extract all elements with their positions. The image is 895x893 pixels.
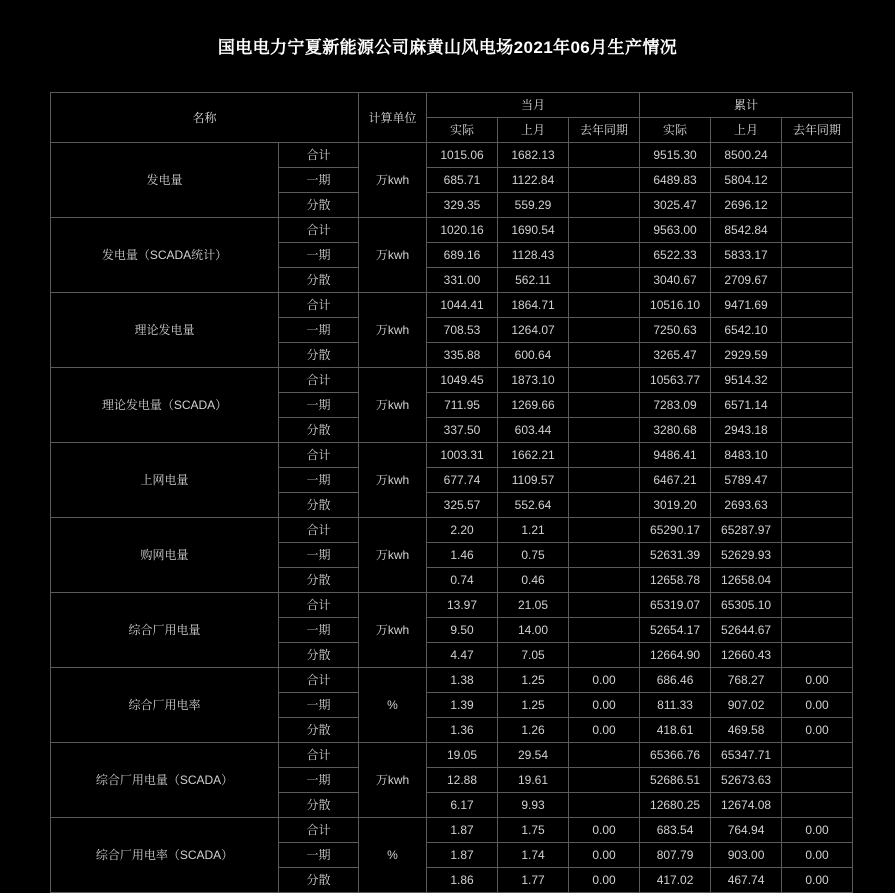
cell-cum-last-month: 2709.67 (711, 268, 782, 293)
cell-cum-last-month: 65305.10 (711, 593, 782, 618)
cell-cum-last-year: 0.00 (782, 668, 853, 693)
cell-cum-last-year (782, 293, 853, 318)
cell-cum-last-year (782, 568, 853, 593)
cell-month-actual: 1.87 (427, 818, 498, 843)
cell-month-last-month: 1682.13 (498, 143, 569, 168)
table-row (51, 518, 853, 543)
cell-cum-last-year (782, 268, 853, 293)
production-table (50, 92, 853, 893)
cell-month-last-month: 1109.57 (498, 468, 569, 493)
cell-cum-actual: 3280.68 (640, 418, 711, 443)
row-sub-label: 合计 (279, 668, 359, 693)
cell-cum-last-month: 8500.24 (711, 143, 782, 168)
cell-cum-last-year (782, 343, 853, 368)
row-sub-label: 分散 (279, 868, 359, 893)
cell-month-last-year (569, 343, 640, 368)
cell-cum-actual: 9486.41 (640, 443, 711, 468)
cell-month-actual: 4.47 (427, 643, 498, 668)
cell-month-actual: 711.95 (427, 393, 498, 418)
cell-cum-last-month: 2696.12 (711, 193, 782, 218)
cell-month-last-month: 1.26 (498, 718, 569, 743)
cell-month-actual: 12.88 (427, 768, 498, 793)
cell-cum-actual: 9563.00 (640, 218, 711, 243)
cell-month-last-year (569, 743, 640, 768)
cell-cum-last-month: 9471.69 (711, 293, 782, 318)
cell-month-last-month: 7.05 (498, 643, 569, 668)
cell-cum-last-month: 8483.10 (711, 443, 782, 468)
cell-cum-last-month: 12660.43 (711, 643, 782, 668)
cell-cum-last-year: 0.00 (782, 843, 853, 868)
row-sub-label: 一期 (279, 318, 359, 343)
cell-cum-last-month: 5789.47 (711, 468, 782, 493)
cell-cum-actual: 12664.90 (640, 643, 711, 668)
cell-month-last-month: 9.93 (498, 793, 569, 818)
cell-month-actual: 1020.16 (427, 218, 498, 243)
row-group-name: 发电量（SCADA统计） (51, 218, 279, 293)
cell-month-actual: 2.20 (427, 518, 498, 543)
row-group-name: 理论发电量 (51, 293, 279, 368)
row-sub-label: 一期 (279, 618, 359, 643)
cell-month-last-year (569, 218, 640, 243)
cell-month-last-year (569, 318, 640, 343)
header-month-actual: 实际 (427, 118, 498, 143)
row-sub-label: 分散 (279, 268, 359, 293)
cell-cum-last-year (782, 743, 853, 768)
cell-cum-actual: 811.33 (640, 693, 711, 718)
cell-cum-last-month: 52644.67 (711, 618, 782, 643)
row-sub-label: 一期 (279, 468, 359, 493)
row-group-name: 综合厂用电量 (51, 593, 279, 668)
cell-month-last-year (569, 193, 640, 218)
cell-month-last-year (569, 518, 640, 543)
cell-month-actual: 1.86 (427, 868, 498, 893)
cell-cum-last-month: 5833.17 (711, 243, 782, 268)
cell-cum-last-month: 469.58 (711, 718, 782, 743)
cell-month-last-year (569, 418, 640, 443)
cell-month-actual: 677.74 (427, 468, 498, 493)
cell-cum-last-year: 0.00 (782, 718, 853, 743)
cell-month-last-year (569, 268, 640, 293)
cell-month-actual: 1.38 (427, 668, 498, 693)
cell-month-last-month: 0.46 (498, 568, 569, 593)
cell-cum-last-year (782, 768, 853, 793)
cell-cum-actual: 52631.39 (640, 543, 711, 568)
cell-cum-last-year (782, 543, 853, 568)
cell-month-last-year (569, 168, 640, 193)
header-month-last: 上月 (498, 118, 569, 143)
cell-month-last-month: 603.44 (498, 418, 569, 443)
cell-month-last-year (569, 768, 640, 793)
cell-cum-last-month: 903.00 (711, 843, 782, 868)
row-group-name: 发电量 (51, 143, 279, 218)
cell-month-last-month: 1.21 (498, 518, 569, 543)
cell-month-actual: 1003.31 (427, 443, 498, 468)
row-sub-label: 一期 (279, 243, 359, 268)
cell-month-actual: 19.05 (427, 743, 498, 768)
cell-month-actual: 335.88 (427, 343, 498, 368)
row-group-name: 上网电量 (51, 443, 279, 518)
row-group-name: 综合厂用电量（SCADA） (51, 743, 279, 818)
table-row (51, 743, 853, 768)
row-group-name: 购网电量 (51, 518, 279, 593)
cell-cum-last-month: 9514.32 (711, 368, 782, 393)
cell-month-last-year: 0.00 (569, 668, 640, 693)
cell-month-last-year (569, 793, 640, 818)
table-header (51, 93, 853, 143)
header-cum-actual: 实际 (640, 118, 711, 143)
row-sub-label: 分散 (279, 643, 359, 668)
header-row-1 (51, 93, 853, 118)
cell-cum-actual: 3019.20 (640, 493, 711, 518)
cell-cum-actual: 10516.10 (640, 293, 711, 318)
table-row (51, 218, 853, 243)
cell-month-last-month: 1.75 (498, 818, 569, 843)
row-sub-label: 合计 (279, 368, 359, 393)
cell-cum-actual: 65319.07 (640, 593, 711, 618)
row-sub-label: 分散 (279, 418, 359, 443)
cell-cum-actual: 3025.47 (640, 193, 711, 218)
cell-month-actual: 1044.41 (427, 293, 498, 318)
cell-month-actual: 337.50 (427, 418, 498, 443)
cell-cum-last-year (782, 168, 853, 193)
row-sub-label: 分散 (279, 568, 359, 593)
cell-month-last-month: 1128.43 (498, 243, 569, 268)
cell-month-last-month: 1122.84 (498, 168, 569, 193)
cell-cum-last-year (782, 793, 853, 818)
cell-month-last-month: 1.25 (498, 668, 569, 693)
cell-cum-actual: 807.79 (640, 843, 711, 868)
cell-month-actual: 329.35 (427, 193, 498, 218)
cell-month-actual: 325.57 (427, 493, 498, 518)
cell-cum-last-month: 12658.04 (711, 568, 782, 593)
cell-cum-actual: 12658.78 (640, 568, 711, 593)
cell-cum-last-month: 5804.12 (711, 168, 782, 193)
cell-cum-last-year (782, 493, 853, 518)
header-cum-lastyear: 去年同期 (782, 118, 853, 143)
cell-cum-last-year (782, 518, 853, 543)
row-group-unit: 万kwh (359, 743, 427, 818)
table-row (51, 368, 853, 393)
cell-month-last-year (569, 593, 640, 618)
cell-cum-last-month: 65347.71 (711, 743, 782, 768)
row-sub-label: 一期 (279, 168, 359, 193)
row-group-unit: 万kwh (359, 218, 427, 293)
cell-month-actual: 1015.06 (427, 143, 498, 168)
cell-cum-last-month: 52629.93 (711, 543, 782, 568)
cell-cum-last-month: 2929.59 (711, 343, 782, 368)
cell-cum-actual: 6467.21 (640, 468, 711, 493)
cell-cum-last-year (782, 368, 853, 393)
row-group-unit: 万kwh (359, 368, 427, 443)
cell-month-last-year (569, 293, 640, 318)
cell-month-last-month: 1269.66 (498, 393, 569, 418)
cell-month-last-year (569, 643, 640, 668)
row-group-unit: 万kwh (359, 593, 427, 668)
cell-month-last-month: 1264.07 (498, 318, 569, 343)
cell-month-last-month: 1.77 (498, 868, 569, 893)
row-group-unit: % (359, 818, 427, 893)
cell-month-actual: 1.36 (427, 718, 498, 743)
cell-cum-last-month: 907.02 (711, 693, 782, 718)
cell-cum-last-month: 6542.10 (711, 318, 782, 343)
cell-month-actual: 331.00 (427, 268, 498, 293)
cell-cum-actual: 417.02 (640, 868, 711, 893)
header-cum-last: 上月 (711, 118, 782, 143)
cell-cum-actual: 65366.76 (640, 743, 711, 768)
cell-cum-last-year (782, 218, 853, 243)
cell-month-last-month: 29.54 (498, 743, 569, 768)
cell-month-last-month: 1.25 (498, 693, 569, 718)
cell-cum-last-month: 467.74 (711, 868, 782, 893)
cell-month-last-month: 21.05 (498, 593, 569, 618)
table-body (51, 143, 853, 893)
cell-month-last-year: 0.00 (569, 868, 640, 893)
header-current-month: 当月 (427, 93, 640, 118)
cell-month-last-month: 1662.21 (498, 443, 569, 468)
cell-month-last-year: 0.00 (569, 693, 640, 718)
cell-cum-last-month: 8542.84 (711, 218, 782, 243)
row-sub-label: 合计 (279, 143, 359, 168)
cell-month-last-year (569, 618, 640, 643)
cell-cum-actual: 7283.09 (640, 393, 711, 418)
cell-cum-last-year: 0.00 (782, 693, 853, 718)
row-sub-label: 分散 (279, 793, 359, 818)
row-sub-label: 合计 (279, 593, 359, 618)
cell-month-actual: 13.97 (427, 593, 498, 618)
cell-cum-last-month: 2943.18 (711, 418, 782, 443)
cell-month-last-month: 562.11 (498, 268, 569, 293)
cell-cum-actual: 7250.63 (640, 318, 711, 343)
row-group-name: 综合厂用电率（SCADA） (51, 818, 279, 893)
row-sub-label: 分散 (279, 343, 359, 368)
cell-month-last-month: 552.64 (498, 493, 569, 518)
row-sub-label: 一期 (279, 843, 359, 868)
row-group-unit: 万kwh (359, 293, 427, 368)
cell-cum-last-month: 2693.63 (711, 493, 782, 518)
header-cumulative: 累计 (640, 93, 853, 118)
cell-cum-actual: 3265.47 (640, 343, 711, 368)
row-sub-label: 一期 (279, 693, 359, 718)
cell-month-actual: 0.74 (427, 568, 498, 593)
row-sub-label: 合计 (279, 743, 359, 768)
cell-month-actual: 1.46 (427, 543, 498, 568)
table-row (51, 818, 853, 843)
row-sub-label: 分散 (279, 493, 359, 518)
row-sub-label: 一期 (279, 768, 359, 793)
cell-month-actual: 689.16 (427, 243, 498, 268)
cell-cum-actual: 10563.77 (640, 368, 711, 393)
cell-month-last-month: 1873.10 (498, 368, 569, 393)
cell-cum-actual: 686.46 (640, 668, 711, 693)
cell-cum-actual: 3040.67 (640, 268, 711, 293)
table-row (51, 143, 853, 168)
cell-cum-last-year (782, 443, 853, 468)
page-title: 国电电力宁夏新能源公司麻黄山风电场2021年06月生产情况 (217, 38, 678, 57)
cell-cum-actual: 65290.17 (640, 518, 711, 543)
cell-cum-last-year: 0.00 (782, 818, 853, 843)
cell-month-actual: 1.87 (427, 843, 498, 868)
cell-cum-last-year (782, 418, 853, 443)
cell-month-last-year (569, 143, 640, 168)
table-row (51, 593, 853, 618)
cell-month-last-year: 0.00 (569, 718, 640, 743)
cell-month-last-month: 1.74 (498, 843, 569, 868)
cell-month-actual: 685.71 (427, 168, 498, 193)
cell-month-last-month: 14.00 (498, 618, 569, 643)
cell-cum-last-year: 0.00 (782, 868, 853, 893)
cell-cum-last-year (782, 143, 853, 168)
cell-month-last-year (569, 568, 640, 593)
row-sub-label: 合计 (279, 218, 359, 243)
cell-month-last-month: 600.64 (498, 343, 569, 368)
cell-cum-actual: 12680.25 (640, 793, 711, 818)
cell-month-last-month: 1864.71 (498, 293, 569, 318)
header-unit: 计算单位 (359, 93, 427, 143)
table-row (51, 443, 853, 468)
row-sub-label: 分散 (279, 718, 359, 743)
cell-month-last-month: 1690.54 (498, 218, 569, 243)
cell-month-actual: 9.50 (427, 618, 498, 643)
cell-month-actual: 708.53 (427, 318, 498, 343)
cell-cum-last-year (782, 243, 853, 268)
row-sub-label: 合计 (279, 293, 359, 318)
row-group-unit: % (359, 668, 427, 743)
production-table-container (50, 92, 845, 893)
cell-month-last-month: 559.29 (498, 193, 569, 218)
cell-cum-last-year (782, 593, 853, 618)
table-row (51, 293, 853, 318)
cell-cum-actual: 9515.30 (640, 143, 711, 168)
cell-month-actual: 6.17 (427, 793, 498, 818)
row-sub-label: 合计 (279, 443, 359, 468)
cell-cum-last-year (782, 643, 853, 668)
cell-month-last-year (569, 368, 640, 393)
cell-cum-last-month: 764.94 (711, 818, 782, 843)
row-sub-label: 分散 (279, 193, 359, 218)
table-row (51, 668, 853, 693)
cell-month-last-year: 0.00 (569, 818, 640, 843)
cell-cum-last-month: 52673.63 (711, 768, 782, 793)
cell-month-actual: 1049.45 (427, 368, 498, 393)
cell-month-last-month: 19.61 (498, 768, 569, 793)
cell-month-last-year (569, 493, 640, 518)
cell-cum-actual: 683.54 (640, 818, 711, 843)
cell-month-last-month: 0.75 (498, 543, 569, 568)
row-group-name: 理论发电量（SCADA） (51, 368, 279, 443)
cell-cum-last-month: 12674.08 (711, 793, 782, 818)
row-group-unit: 万kwh (359, 443, 427, 518)
cell-cum-actual: 6522.33 (640, 243, 711, 268)
row-sub-label: 合计 (279, 518, 359, 543)
cell-month-last-year (569, 243, 640, 268)
cell-cum-last-year (782, 193, 853, 218)
cell-cum-last-year (782, 618, 853, 643)
cell-cum-actual: 52686.51 (640, 768, 711, 793)
cell-cum-last-year (782, 318, 853, 343)
header-name: 名称 (51, 93, 359, 143)
row-sub-label: 合计 (279, 818, 359, 843)
row-sub-label: 一期 (279, 393, 359, 418)
row-group-name: 综合厂用电率 (51, 668, 279, 743)
header-month-lastyear: 去年同期 (569, 118, 640, 143)
cell-cum-last-year (782, 393, 853, 418)
cell-month-last-year (569, 393, 640, 418)
cell-cum-actual: 6489.83 (640, 168, 711, 193)
cell-cum-last-year (782, 468, 853, 493)
row-group-unit: 万kwh (359, 143, 427, 218)
row-group-unit: 万kwh (359, 518, 427, 593)
cell-month-last-year (569, 468, 640, 493)
cell-cum-last-month: 768.27 (711, 668, 782, 693)
cell-month-last-year: 0.00 (569, 843, 640, 868)
cell-month-actual: 1.39 (427, 693, 498, 718)
cell-cum-actual: 418.61 (640, 718, 711, 743)
cell-month-last-year (569, 543, 640, 568)
cell-cum-actual: 52654.17 (640, 618, 711, 643)
cell-cum-last-month: 65287.97 (711, 518, 782, 543)
row-sub-label: 一期 (279, 543, 359, 568)
cell-cum-last-month: 6571.14 (711, 393, 782, 418)
cell-month-last-year (569, 443, 640, 468)
